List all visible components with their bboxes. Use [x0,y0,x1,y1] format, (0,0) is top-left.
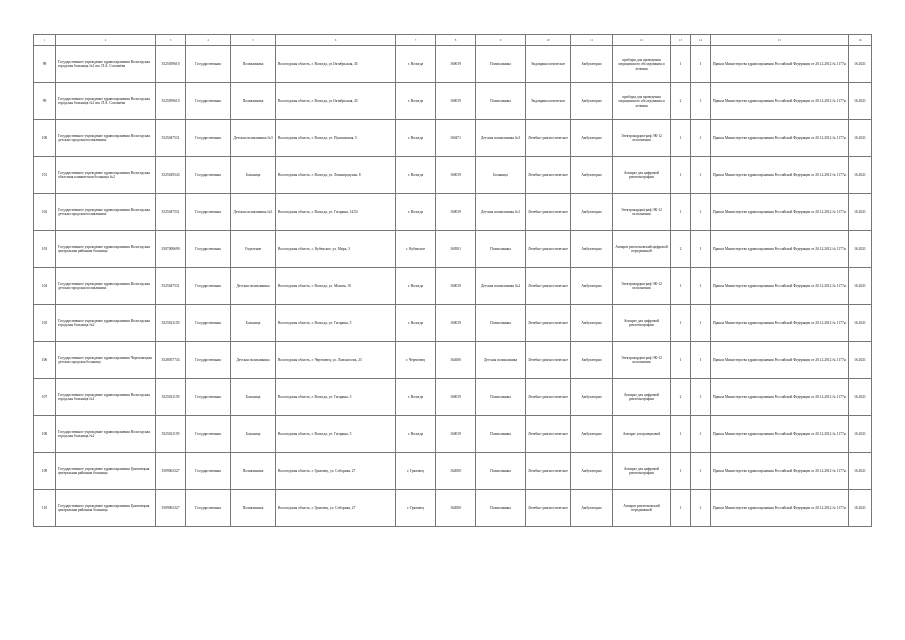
care-form-cell: Амбулаторно [571,194,613,231]
row-number: 106 [34,342,56,379]
quantity-cell: 1 [671,194,691,231]
ownership-cell: Государственная [186,416,231,453]
table-row [34,194,872,231]
city-cell: г. Вологда [396,268,436,305]
ownership-cell: Государственная [186,194,231,231]
order-cell: Приказ Министерства здравоохранения Российской Федерации от 20.12.2012 № 1177н [711,194,849,231]
org-name: Государственное учреждение здравоохранения Грязовецкая центральная районная больница [56,453,156,490]
order-cell: Приказ Министерства здравоохранения Российской Федерации от 20.12.2012 № 1177н [711,120,849,157]
equipment-cell: Аппарат для цифровой рентгенографии [613,305,671,342]
org-name: Государственное учреждение здравоохранения Вологодская городская больница №2 [56,305,156,342]
org-name: Государственное учреждение здравоохранения Грязовецкая центральная районная больница [56,490,156,527]
row-number: 103 [34,231,56,268]
inn-cell: 3509002327 [156,453,186,490]
postcode-cell: 160019 [436,46,476,83]
inn-cell: 3509002327 [156,490,186,527]
row-number: 109 [34,453,56,490]
inn-cell: 3525047531 [156,268,186,305]
equipment-cell: приборы для проведения медицинского обследования и лечения [613,83,671,120]
ownership-cell: Государственная [186,231,231,268]
org-name: Государственное учреждение здравоохранения Череповецкая детская городская больница [56,342,156,379]
order-cell: Приказ Министерства здравоохранения Российской Федерации от 20.12.2012 № 1177н [711,268,849,305]
column-header: 1 [34,35,56,46]
unit-type-cell: Отделение [231,231,276,268]
column-header: 6 [276,35,396,46]
city-cell: г. Грязовец [396,490,436,527]
org-name: Государственное учреждение здравоохранения Вологодская городская больница №1 им. П.А. Соловьёва [56,46,156,83]
department-cell: Лечебно-диагностическое [526,379,571,416]
department-cell: Лечебно-диагностическое [526,194,571,231]
table-row [34,305,872,342]
column-header: 9 [476,35,526,46]
count-cell: 1 [691,305,711,342]
department-cell: Лечебно-диагностическое [526,453,571,490]
department-cell: Эндокринологическое [526,46,571,83]
count-cell: 1 [691,120,711,157]
quantity-cell: 2 [671,83,691,120]
unit-type-cell: Больница [231,157,276,194]
ownership-cell: Государственная [186,379,231,416]
column-header: 4 [186,35,231,46]
quantity-cell: 1 [671,453,691,490]
column-header: 2 [56,35,156,46]
row-number: 108 [34,416,56,453]
row-number: 104 [34,268,56,305]
order-cell: Приказ Министерства здравоохранения Российской Федерации от 20.12.2012 № 1177н [711,453,849,490]
equipment-cell: Аппарат ультразвуковой [613,416,671,453]
ownership-cell: Государственная [186,120,231,157]
postcode-cell: 160019 [436,379,476,416]
table-row [34,490,872,527]
care-form-cell: Амбулаторно [571,379,613,416]
inn-cell: 3525047531 [156,120,186,157]
column-header: 7 [396,35,436,46]
address-cell: Вологодская область, г. Череповец, ул. Ломоносова, 23 [276,342,396,379]
ownership-cell: Государственная [186,342,231,379]
row-number: 101 [34,157,56,194]
profile-cell: Поликлиника [476,231,526,268]
date-cell: 16.2021 [849,194,872,231]
inn-cell: 3525059610 [156,46,186,83]
care-form-cell: Амбулаторно [571,83,613,120]
department-cell: Лечебно-диагностическое [526,490,571,527]
care-form-cell: Амбулаторно [571,268,613,305]
ownership-cell: Государственная [186,46,231,83]
row-number: 107 [34,379,56,416]
column-header: 12 [613,35,671,46]
postcode-cell: 160501 [436,231,476,268]
city-cell: с. Кубенское [396,231,436,268]
city-cell: г. Череповец [396,342,436,379]
quantity-cell: 1 [671,305,691,342]
city-cell: г. Вологда [396,416,436,453]
order-cell: Приказ Министерства здравоохранения Российской Федерации от 20.12.2012 № 1177н [711,83,849,120]
ownership-cell: Государственная [186,83,231,120]
unit-type-cell: Детская поликлиника №1 [231,194,276,231]
inn-cell: 3525021159 [156,305,186,342]
quantity-cell: 1 [671,416,691,453]
profile-cell: Поликлиника [476,305,526,342]
org-name: Государственное учреждение здравоохранения Вологодская городская больница №2 [56,416,156,453]
inn-cell: 3528057743 [156,342,186,379]
unit-type-cell: Поликлиника [231,46,276,83]
row-number: 110 [34,490,56,527]
city-cell: г. Вологда [396,46,436,83]
count-cell: 1 [691,231,711,268]
date-cell: 16.2021 [849,379,872,416]
unit-type-cell: Детская поликлиника [231,342,276,379]
inn-cell: 3525059610 [156,83,186,120]
org-name: Государственное учреждение здравоохранения Вологодская детская городская поликлиника [56,194,156,231]
column-header: 14 [691,35,711,46]
column-header: 16 [849,35,872,46]
count-cell: 1 [691,416,711,453]
profile-cell: Детская поликлиника №1 [476,194,526,231]
city-cell: г. Вологда [396,157,436,194]
address-cell: Вологодская область, г. Вологда, ул. Гагарина, 5 [276,416,396,453]
registry-table [33,34,872,527]
ownership-cell: Государственная [186,268,231,305]
postcode-cell: 160471 [436,120,476,157]
count-cell: 1 [691,83,711,120]
profile-cell: Поликлиника [476,490,526,527]
postcode-cell: 160019 [436,157,476,194]
date-cell: 16.2021 [849,490,872,527]
quantity-cell: 1 [671,490,691,527]
date-cell: 16.2021 [849,83,872,120]
count-cell: 1 [691,453,711,490]
row-number: 98 [34,46,56,83]
row-number: 99 [34,83,56,120]
column-header: 11 [571,35,613,46]
address-cell: Вологодская область, г. Грязовец, ул. Соборная, 27 [276,490,396,527]
address-cell: Вологодская область, г. Вологда, ул. Ленинградская, 8 [276,157,396,194]
unit-type-cell: Детская поликлиника [231,268,276,305]
profile-cell: Детская поликлиника №2 [476,268,526,305]
row-number: 102 [34,194,56,231]
unit-type-cell: Поликлиника [231,83,276,120]
order-cell: Приказ Министерства здравоохранения Российской Федерации от 20.12.2012 № 1177н [711,231,849,268]
org-name: Государственное учреждение здравоохранения Вологодская областная клиническая больница №2 [56,157,156,194]
department-cell: Лечебно-диагностическое [526,120,571,157]
city-cell: г. Вологда [396,83,436,120]
org-name: Государственное учреждение здравоохранения Вологодская городская больница №1 им. П.А. Соловьёва [56,83,156,120]
table-row [34,46,872,83]
equipment-cell: приборы для проведения медицинского обследования и лечения [613,46,671,83]
table-row [34,157,872,194]
equipment-cell: Аппарат для цифровой рентгенографии [613,453,671,490]
count-cell: 1 [691,268,711,305]
date-cell: 16.2021 [849,453,872,490]
department-cell: Лечебно-диагностическое [526,305,571,342]
equipment-cell: Аппарат рентгеновский передвижной [613,490,671,527]
order-cell: Приказ Министерства здравоохранения Российской Федерации от 20.12.2012 № 1177н [711,46,849,83]
postcode-cell: 160019 [436,268,476,305]
ownership-cell: Государственная [186,490,231,527]
city-cell: г. Вологда [396,120,436,157]
city-cell: г. Вологда [396,194,436,231]
count-cell: 1 [691,46,711,83]
care-form-cell: Амбулаторно [571,453,613,490]
care-form-cell: Амбулаторно [571,46,613,83]
table-body [34,46,872,527]
department-cell: Эндокринологическое [526,83,571,120]
equipment-cell: Электрокардиограф ЭК-12 исполнения [613,268,671,305]
unit-type-cell: Больница [231,305,276,342]
address-cell: Вологодская область, г. Вологда, ул. Мохова, 10 [276,268,396,305]
org-name: Государственное учреждение здравоохранения Вологодская детская городская поликлиника [56,268,156,305]
equipment-cell: Электрокардиограф ЭК-12 исполнения [613,342,671,379]
date-cell: 16.2021 [849,416,872,453]
quantity-cell: 1 [671,120,691,157]
care-form-cell: Амбулаторно [571,120,613,157]
department-cell: Лечебно-диагностическое [526,268,571,305]
column-header: 13 [671,35,691,46]
address-cell: Вологодская область, г. Вологда, ул. Пушкинская, 5 [276,120,396,157]
column-header: 5 [231,35,276,46]
row-number: 100 [34,120,56,157]
quantity-cell: 1 [671,157,691,194]
org-name: Государственное учреждение здравоохранения Вологодская центральная районная больница [56,231,156,268]
ownership-cell: Государственная [186,305,231,342]
equipment-cell: Электрокардиограф ЭК-12 исполнения [613,194,671,231]
date-cell: 16.2021 [849,120,872,157]
column-header: 15 [711,35,849,46]
inn-cell: 3525021159 [156,416,186,453]
count-cell: 1 [691,490,711,527]
city-cell: г. Вологда [396,379,436,416]
department-cell: Лечебно-диагностическое [526,157,571,194]
quantity-cell: 1 [671,46,691,83]
table-row [34,83,872,120]
care-form-cell: Амбулаторно [571,231,613,268]
table-row [34,231,872,268]
department-cell: Лечебно-диагностическое [526,416,571,453]
spreadsheet-page [33,34,871,609]
address-cell: Вологодская область, г. Вологда, ул.Октябрьская, 45 [276,46,396,83]
address-cell: Вологодская область, г. Грязовец, ул. Соборная, 27 [276,453,396,490]
unit-type-cell: Детская поликлиника №3 [231,120,276,157]
row-number: 105 [34,305,56,342]
postcode-cell: 160019 [436,83,476,120]
count-cell: 1 [691,379,711,416]
org-name: Государственное учреждение здравоохранения Вологодская детская городская поликлиника [56,120,156,157]
table-row [34,268,872,305]
profile-cell: Поликлиника [476,416,526,453]
order-cell: Приказ Министерства здравоохранения Российской Федерации от 20.12.2012 № 1177н [711,305,849,342]
equipment-cell: Аппарат для цифровой рентгенографии [613,157,671,194]
care-form-cell: Амбулаторно [571,157,613,194]
table-row [34,453,872,490]
order-cell: Приказ Министерства здравоохранения Российской Федерации от 20.12.2012 № 1177н [711,379,849,416]
column-header: 10 [526,35,571,46]
order-cell: Приказ Министерства здравоохранения Российской Федерации от 20.12.2012 № 1177н [711,416,849,453]
postcode-cell: 160019 [436,416,476,453]
care-form-cell: Амбулаторно [571,342,613,379]
profile-cell: Поликлиника [476,379,526,416]
table-row [34,379,872,416]
count-cell: 1 [691,342,711,379]
profile-cell: Поликлиника [476,83,526,120]
city-cell: г. Грязовец [396,453,436,490]
inn-cell: 3525021159 [156,379,186,416]
date-cell: 16.2021 [849,305,872,342]
unit-type-cell: Больница [231,416,276,453]
department-cell: Лечебно-диагностическое [526,231,571,268]
unit-type-cell: Поликлиника [231,490,276,527]
profile-cell: Поликлиника [476,46,526,83]
table-row [34,416,872,453]
equipment-cell: Аппарат для цифровой рентгенографии [613,379,671,416]
address-cell: Вологодская область, г. Вологда, ул. Гагарина, 14/52 [276,194,396,231]
postcode-cell: 162600 [436,342,476,379]
care-form-cell: Амбулаторно [571,490,613,527]
care-form-cell: Амбулаторно [571,416,613,453]
postcode-cell: 162000 [436,490,476,527]
profile-cell: Детская поликлиника №3 [476,120,526,157]
unit-type-cell: Больница [231,379,276,416]
profile-cell: Больница [476,157,526,194]
table-row [34,120,872,157]
order-cell: Приказ Министерства здравоохранения Российской Федерации от 20.12.2012 № 1177н [711,157,849,194]
address-cell: Вологодская область, г. Вологда, ул. Гагарина, 3 [276,379,396,416]
org-name: Государственное учреждение здравоохранения Вологодская городская больница №1 [56,379,156,416]
profile-cell: Поликлиника [476,453,526,490]
quantity-cell: 2 [671,379,691,416]
inn-cell: 3507008690 [156,231,186,268]
address-cell: Вологодская область, г. Вологда, ул. Гагарина, 5 [276,305,396,342]
equipment-cell: Электрокардиограф ЭК-12 исполнения [613,120,671,157]
table-row [34,342,872,379]
quantity-cell: 1 [671,268,691,305]
postcode-cell: 160019 [436,194,476,231]
inn-cell: 3525047531 [156,194,186,231]
order-cell: Приказ Министерства здравоохранения Российской Федерации от 20.12.2012 № 1177н [711,490,849,527]
column-letters-row [34,35,872,46]
date-cell: 16.2021 [849,342,872,379]
date-cell: 16.2021 [849,231,872,268]
postcode-cell: 160019 [436,305,476,342]
care-form-cell: Амбулаторно [571,305,613,342]
ownership-cell: Государственная [186,453,231,490]
inn-cell: 3525029543 [156,157,186,194]
ownership-cell: Государственная [186,157,231,194]
quantity-cell: 2 [671,231,691,268]
quantity-cell: 1 [671,342,691,379]
count-cell: 1 [691,194,711,231]
address-cell: Вологодская область, г. Вологда, ул.Октябрьская, 45 [276,83,396,120]
city-cell: г. Вологда [396,305,436,342]
unit-type-cell: Поликлиника [231,453,276,490]
order-cell: Приказ Министерства здравоохранения Российской Федерации от 20.12.2012 № 1177н [711,342,849,379]
count-cell: 1 [691,157,711,194]
address-cell: Вологодская область, с. Кубенское, ул. Мира, 3 [276,231,396,268]
department-cell: Лечебно-диагностическое [526,342,571,379]
column-header: 8 [436,35,476,46]
date-cell: 16.2021 [849,157,872,194]
postcode-cell: 162000 [436,453,476,490]
equipment-cell: Аппарат рентгеновский цифровой передвижной [613,231,671,268]
date-cell: 16.2021 [849,46,872,83]
date-cell: 16.2021 [849,268,872,305]
column-header: 3 [156,35,186,46]
profile-cell: Детская поликлиника [476,342,526,379]
